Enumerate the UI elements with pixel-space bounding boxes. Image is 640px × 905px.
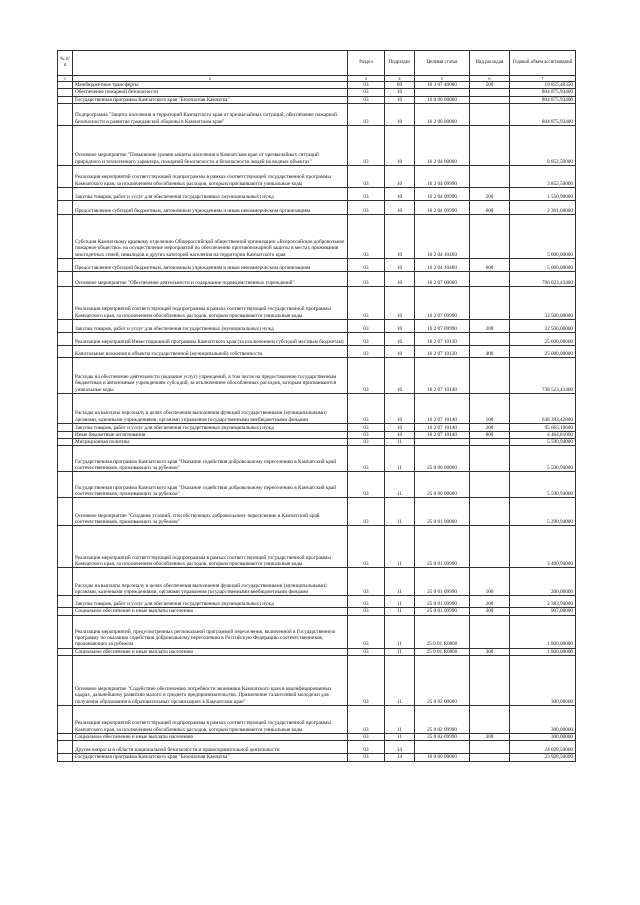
table-header-row [58,51,576,76]
row-razdel-cell: 03 [348,332,385,345]
row-index-cell [58,568,73,596]
row-razdel-cell: 03 [348,615,385,648]
row-podrazdel-cell: 10 [385,431,415,438]
row-razdel-cell: 03 [348,439,385,446]
row-index-cell [58,656,73,706]
row-amount-cell: 738 523,43400 [510,357,576,393]
row-razdel-cell: 03 [348,96,385,103]
row-index-cell [58,125,73,165]
row-amount-cell: 804 875,93400 [510,103,576,125]
row-name-cell: Социальное обеспечение и иные выплаты населению [73,648,348,655]
row-name-cell: Реализация мероприятий соответствующей подпрограммы в рамках соответствующей государственной программы Камчатского края, за исключением обособленных расходов, которым присваиваются уникальные коды [73,165,348,187]
row-expense-type-cell: 400 [470,345,510,357]
row-index-cell [58,472,73,498]
table-row [58,734,576,741]
row-amount-cell: 4 464,81000 [510,431,576,438]
row-name-cell: Основное мероприятие "Обеспечение деятельности и содержание подведомственных учреждений" [73,271,348,286]
row-podrazdel-cell: 11 [385,498,415,526]
row-index-cell [58,332,73,345]
row-razdel-cell: 03 [348,125,385,165]
row-amount-cell: 1 800,00000 [510,648,576,655]
row-expense-type-cell [470,472,510,498]
row-name-cell: Расходы на выплаты персоналу в целях обеспечения выполнения функций государственными (муниципальными) органами, казенными учреждениями, органами управления государственными внебюджетными фондами [73,568,348,596]
table-row [58,214,576,258]
row-razdel-cell: 03 [348,754,385,761]
row-expense-type-cell: 300 [470,648,510,655]
row-amount-cell: 25 000,00000 [510,332,576,345]
row-podrazdel-cell: 11 [385,472,415,498]
row-amount-cell: 804 875,93400 [510,96,576,103]
row-amount-cell: 638 393,42800 [510,393,576,423]
row-index-cell [58,608,73,615]
table-row [58,741,576,754]
row-amount-cell: 804 875,93400 [510,89,576,96]
row-expense-type-cell [470,271,510,286]
table-row [58,200,576,214]
row-razdel-cell: 03 [348,656,385,706]
row-name-cell: Основное мероприятие "Содействие обеспечению потребности экономики Камчатского края в квалифицированных кадрах, дальнейшему развитию малого и среднего предпринимательства. Привлечение талантливой молодежи для получения образования в образовательных организациях в Камчатском крае" [73,656,348,706]
row-index-cell [58,393,73,423]
row-name-cell: Закупка товаров, работ и услуг для обеспечения государственных (муниципальных) нужд [73,423,348,431]
row-razdel-cell: 03 [348,431,385,438]
row-target-article-cell: 16 2 04 09990 [415,165,470,187]
row-podrazdel-cell: 11 [385,446,415,472]
table-row [58,526,576,568]
header-podrazdel: Подраздел [385,51,415,76]
row-podrazdel-cell: 10 [385,332,415,345]
row-name-cell: Социальное обеспечение и иные выплаты населению [73,608,348,615]
row-name-cell: Основное мероприятие "Создание условий, способствующих добровольному переселению в Камчатский край соотечественников, проживающих за рубежом" [73,498,348,526]
table-row [58,498,576,526]
header-num: № п/п [58,51,73,76]
row-podrazdel-cell: 09 [385,82,415,89]
row-index-cell [58,439,73,446]
table-row [58,754,576,761]
row-name-cell: Субсидия Камчатскому краевому отделению Общероссийской общественной организации «Всероссийское добровольное пожарное общество» на осуществление мероприятий по обеспечению противопожарной защиты в местах проживания многодетных семей, инвалидов и других категорий населения на территории Камчатского края [73,214,348,258]
row-index-cell [58,89,73,96]
row-podrazdel-cell: 11 [385,734,415,741]
row-razdel-cell: 03 [348,741,385,754]
row-name-cell: Закупка товаров, работ и услуг для обеспечения государственных (муниципальных) нужд [73,596,348,608]
row-razdel-cell: 03 [348,446,385,472]
row-expense-type-cell [470,286,510,319]
row-index-cell [58,96,73,103]
row-target-article-cell: 25 0 01 09990 [415,596,470,608]
row-podrazdel-cell: 10 [385,271,415,286]
row-target-article-cell [415,89,470,96]
row-expense-type-cell [470,332,510,345]
row-name-cell: Расходы на обеспечение деятельности (оказание услуг) учреждений, в том числе на предоставление государственным бюджетным и автономным учреждениям субсидий, за исключением обособленных расходов, которым присваиваются уникальные коды [73,357,348,393]
row-expense-type-cell [470,214,510,258]
row-target-article-cell: 25 0 01 09990 [415,568,470,596]
header-expense-type: Вид расходов [470,51,510,76]
table-row [58,431,576,438]
row-podrazdel-cell: 10 [385,319,415,332]
row-index-cell [58,423,73,431]
row-podrazdel-cell: 11 [385,648,415,655]
row-amount-cell: 24 028,50000 [510,741,576,754]
row-target-article-cell [415,741,470,754]
row-expense-type-cell [470,446,510,472]
row-amount-cell: 2 383,94000 [510,596,576,608]
row-index-cell [58,103,73,125]
column-number: 3 [348,76,385,82]
row-expense-type-cell [470,89,510,96]
row-amount-cell: 907,00000 [510,608,576,615]
table-row [58,332,576,345]
row-podrazdel-cell: 10 [385,125,415,165]
table-row [58,568,576,596]
row-name-cell: Государственная программа Камчатского края "Оказание содействия добровольному переселению в Камчатский край соотечественников, проживающих за рубежом" [73,472,348,498]
row-target-article-cell: 25 0 01 09990 [415,526,470,568]
row-index-cell [58,271,73,286]
row-razdel-cell: 03 [348,319,385,332]
row-name-cell: Обеспечение пожарной безопасности [73,89,348,96]
row-target-article-cell: 16 2 00 00000 [415,103,470,125]
table-row [58,608,576,615]
column-number: 7 [510,76,576,82]
row-name-cell: Реализация мероприятий Инвестиционной программы Камчатского края (за исключением субсидий местным бюджетам) [73,332,348,345]
table-row [58,187,576,200]
row-podrazdel-cell: 11 [385,706,415,734]
row-podrazdel-cell: 10 [385,200,415,214]
row-target-article-cell: 25 0 02 00000 [415,656,470,706]
row-target-article-cell: 16 2 07 09990 [415,286,470,319]
row-target-article-cell: 16 2 07 10140 [415,357,470,393]
row-index-cell [58,526,73,568]
table-row [58,345,576,357]
budget-table [57,50,576,762]
row-razdel-cell: 03 [348,498,385,526]
row-podrazdel-cell: 10 [385,258,415,271]
row-amount-cell: 25 000,00000 [510,345,576,357]
row-target-article-cell: 16 2 07 10140 [415,393,470,423]
row-name-cell: Закупка товаров, работ и услуг для обеспечения государственных (муниципальных) нужд [73,187,348,200]
row-name-cell: Другие вопросы в области национальной безопасности и правоохранительной деятельности [73,741,348,754]
row-expense-type-cell: 100 [470,393,510,423]
row-target-article-cell: 16 2 04 10460 [415,258,470,271]
header-annual-amount: Годовой объем ассигнований [510,51,576,76]
row-podrazdel-cell: 11 [385,656,415,706]
row-expense-type-cell: 300 [470,608,510,615]
row-razdel-cell: 03 [348,345,385,357]
row-target-article-cell: 16 2 04 10460 [415,214,470,258]
row-target-article-cell: 16 0 00 00000 [415,96,470,103]
row-name-cell: Реализация мероприятий соответствующей подпрограммы в рамках соответствующей государственной программы Камчатского края, за исключением обособленных расходов, которым присваиваются уникальные коды [73,706,348,734]
row-expense-type-cell [470,165,510,187]
row-target-article-cell: 16 2 07 00000 [415,271,470,286]
row-index-cell [58,82,73,89]
row-podrazdel-cell: 10 [385,89,415,96]
header-target-article: Целевая статья [415,51,470,76]
row-razdel-cell: 03 [348,648,385,655]
row-index-cell [58,319,73,332]
row-amount-cell: 5 590,94000 [510,439,576,446]
row-amount-cell: 5 000,00000 [510,258,576,271]
row-target-article-cell: 25 0 00 00000 [415,446,470,472]
row-target-article-cell [415,439,470,446]
row-amount-cell: 32 500,00000 [510,286,576,319]
row-razdel-cell: 03 [348,423,385,431]
row-podrazdel-cell: 11 [385,526,415,568]
row-expense-type-cell: 600 [470,258,510,271]
row-expense-type-cell: 500 [470,82,510,89]
row-index-cell [58,734,73,741]
table-row [58,258,576,271]
row-expense-type-cell: 200 [470,319,510,332]
row-expense-type-cell: 800 [470,431,510,438]
row-name-cell: Подпрограмма "Защита населения и территорий Камчатского края от чрезвычайных ситуаций, обеспечение пожарной безопасности и развитие гражданской обороны в Камчатском крае" [73,103,348,125]
row-name-cell: Расходы на выплаты персоналу в целях обеспечения выполнения функций государственными (муниципальными) органами, казенными учреждениями, органами управления государственными внебюджетными фондами [73,393,348,423]
row-razdel-cell: 03 [348,103,385,125]
row-target-article-cell: 16 2 04 00000 [415,125,470,165]
row-amount-cell: 8 852,50000 [510,125,576,165]
row-name-cell: Предоставление субсидий бюджетным, автономным учреждениям и иным некоммерческим организациям [73,200,348,214]
column-number: 4 [385,76,415,82]
row-target-article-cell: 25 0 01 R0860 [415,648,470,655]
row-expense-type-cell [470,125,510,165]
row-expense-type-cell [470,706,510,734]
row-expense-type-cell: 600 [470,200,510,214]
column-number: 6 [470,76,510,82]
row-expense-type-cell [470,103,510,125]
row-index-cell [58,431,73,438]
row-podrazdel-cell: 10 [385,214,415,258]
row-name-cell: Миграционная политика [73,439,348,446]
row-target-article-cell: 25 0 00 00000 [415,472,470,498]
row-index-cell [58,596,73,608]
row-expense-type-cell [470,357,510,393]
table-row [58,271,576,286]
row-podrazdel-cell: 11 [385,596,415,608]
row-amount-cell: 23 928,50000 [510,754,576,761]
row-amount-cell: 5 590,94000 [510,472,576,498]
row-amount-cell: 796 023,43400 [510,271,576,286]
row-amount-cell: 2 301,60000 [510,200,576,214]
row-name-cell: Иные бюджетные ассигнования [73,431,348,438]
column-number: 1 [58,76,73,82]
row-name-cell: Реализация мероприятий соответствующей подпрограммы в рамках соответствующей государственной программы Камчатского края, за исключением обособленных расходов, которым присваиваются уникальные коды [73,526,348,568]
row-index-cell [58,200,73,214]
row-podrazdel-cell: 11 [385,568,415,596]
row-index-cell [58,754,73,761]
table-row [58,472,576,498]
table-row [58,125,576,165]
row-podrazdel-cell: 10 [385,103,415,125]
row-podrazdel-cell: 10 [385,393,415,423]
row-expense-type-cell: 100 [470,568,510,596]
row-razdel-cell: 03 [348,357,385,393]
row-amount-cell: 5 000,00000 [510,214,576,258]
row-podrazdel-cell: 14 [385,754,415,761]
row-amount-cell: 5 290,94000 [510,498,576,526]
row-expense-type-cell [470,526,510,568]
row-razdel-cell: 03 [348,82,385,89]
row-index-cell [58,187,73,200]
table-row [58,319,576,332]
row-amount-cell: 32 500,00000 [510,319,576,332]
row-name-cell: Государственная программа Камчатского края "Безопасная Камчатка" [73,96,348,103]
row-razdel-cell: 03 [348,706,385,734]
row-podrazdel-cell: 11 [385,608,415,615]
row-razdel-cell: 03 [348,472,385,498]
row-name-cell: Реализация мероприятий, предусмотренных региональной программой переселения, включенной в Государственную программу по оказанию содействия добровольному переселению в Российскую Федерацию соотечественников, проживающих за рубежом [73,615,348,648]
row-podrazdel-cell: 10 [385,345,415,357]
row-razdel-cell: 03 [348,568,385,596]
header-name [73,51,348,76]
row-expense-type-cell [470,741,510,754]
row-expense-type-cell: 300 [470,734,510,741]
row-target-article-cell: 25 0 01 R0860 [415,615,470,648]
row-amount-cell: 200,00000 [510,568,576,596]
row-amount-cell: 300,00000 [510,706,576,734]
row-name-cell: Капитальные вложения в объекты государственной (муниципальной) собственности [73,345,348,357]
table-row [58,82,576,89]
table-row [58,439,576,446]
column-number: 5 [415,76,470,82]
row-name-cell: Закупка товаров, работ и услуг для обеспечения государственных (муниципальных) нужд [73,319,348,332]
row-expense-type-cell [470,498,510,526]
row-index-cell [58,214,73,258]
row-index-cell [58,165,73,187]
table-row [58,596,576,608]
row-name-cell: Социальное обеспечение и иные выплаты населению [73,734,348,741]
table-row [58,656,576,706]
row-razdel-cell: 03 [348,187,385,200]
row-index-cell [58,286,73,319]
row-target-article-cell: 16 3 07 40080 [415,82,470,89]
row-index-cell [58,357,73,393]
table-row [58,89,576,96]
row-podrazdel-cell: 10 [385,165,415,187]
row-expense-type-cell: 200 [470,187,510,200]
row-amount-cell: 19 855,40350 [510,82,576,89]
row-target-article-cell: 16 2 04 09990 [415,200,470,214]
table-body [58,82,576,762]
row-podrazdel-cell: 10 [385,286,415,319]
row-razdel-cell: 03 [348,393,385,423]
row-podrazdel-cell: 11 [385,615,415,648]
row-target-article-cell: 16 2 07 09990 [415,319,470,332]
table-row [58,286,576,319]
row-amount-cell: 5 590,94000 [510,446,576,472]
row-amount-cell: 1 800,00000 [510,615,576,648]
row-razdel-cell: 03 [348,271,385,286]
row-target-article-cell: 16 0 00 00000 [415,754,470,761]
row-index-cell [58,741,73,754]
row-index-cell [58,706,73,734]
column-number: 2 [73,76,348,82]
row-razdel-cell: 03 [348,596,385,608]
row-razdel-cell: 03 [348,200,385,214]
row-target-article-cell: 25 0 01 00000 [415,498,470,526]
row-index-cell [58,615,73,648]
row-podrazdel-cell: 10 [385,423,415,431]
row-expense-type-cell [470,96,510,103]
row-expense-type-cell: 200 [470,423,510,431]
row-expense-type-cell [470,615,510,648]
table-row [58,423,576,431]
row-target-article-cell: 16 2 07 10140 [415,423,470,431]
row-razdel-cell: 03 [348,89,385,96]
row-razdel-cell: 03 [348,286,385,319]
table-row [58,96,576,103]
row-podrazdel-cell: 10 [385,187,415,200]
table-row [58,706,576,734]
row-name-cell: Межбюджетные трансферты [73,82,348,89]
row-razdel-cell: 03 [348,734,385,741]
row-target-article-cell: 16 2 07 10130 [415,332,470,345]
row-expense-type-cell [470,754,510,761]
row-amount-cell: 300,00000 [510,734,576,741]
row-expense-type-cell: 200 [470,596,510,608]
row-target-article-cell: 25 0 02 09990 [415,734,470,741]
row-amount-cell: 3 852,50000 [510,165,576,187]
row-target-article-cell: 16 2 04 09990 [415,187,470,200]
table-row [58,615,576,648]
row-target-article-cell: 25 0 01 09990 [415,608,470,615]
table-row [58,103,576,125]
row-podrazdel-cell: 11 [385,439,415,446]
row-podrazdel-cell: 14 [385,741,415,754]
row-target-article-cell: 16 2 07 10140 [415,431,470,438]
row-podrazdel-cell: 10 [385,357,415,393]
row-expense-type-cell [470,439,510,446]
row-index-cell [58,258,73,271]
table-row [58,165,576,187]
row-razdel-cell: 03 [348,608,385,615]
row-target-article-cell: 16 2 07 10130 [415,345,470,357]
table-row [58,393,576,423]
row-razdel-cell: 03 [348,214,385,258]
row-razdel-cell: 03 [348,258,385,271]
header-razdel: Раздел [348,51,385,76]
row-amount-cell: 3 490,94000 [510,526,576,568]
row-razdel-cell: 03 [348,526,385,568]
row-index-cell [58,345,73,357]
row-razdel-cell: 03 [348,165,385,187]
table-row [58,446,576,472]
row-amount-cell: 95 665,19600 [510,423,576,431]
table-row [58,648,576,655]
row-expense-type-cell [470,656,510,706]
row-podrazdel-cell: 10 [385,96,415,103]
budget-document-page [57,50,575,762]
row-name-cell: Основное мероприятие "Повышение уровня защиты населения в Камчатском крае от чрезвычайных ситуаций природного и техногенного характера, пожарной безопасности и безопасности людей на водных объектах" [73,125,348,165]
row-index-cell [58,648,73,655]
row-amount-cell: 300,00000 [510,656,576,706]
row-name-cell: Государственная программа Камчатского края "Безопасная Камчатка" [73,754,348,761]
row-index-cell [58,446,73,472]
row-name-cell: Предоставление субсидий бюджетным, автономным учреждениям и иным некоммерческим организациям [73,258,348,271]
row-target-article-cell: 25 0 02 09990 [415,706,470,734]
table-row [58,357,576,393]
row-name-cell: Государственная программа Камчатского края "Оказание содействия добровольному переселению в Камчатский край соотечественников, проживающих за рубежом" [73,446,348,472]
row-amount-cell: 1 550,90000 [510,187,576,200]
row-index-cell [58,498,73,526]
row-name-cell: Реализация мероприятий соответствующей подпрограммы в рамках соответствующей государственной программы Камчатского края, за исключением обособленных расходов, которым присваиваются уникальные коды [73,286,348,319]
